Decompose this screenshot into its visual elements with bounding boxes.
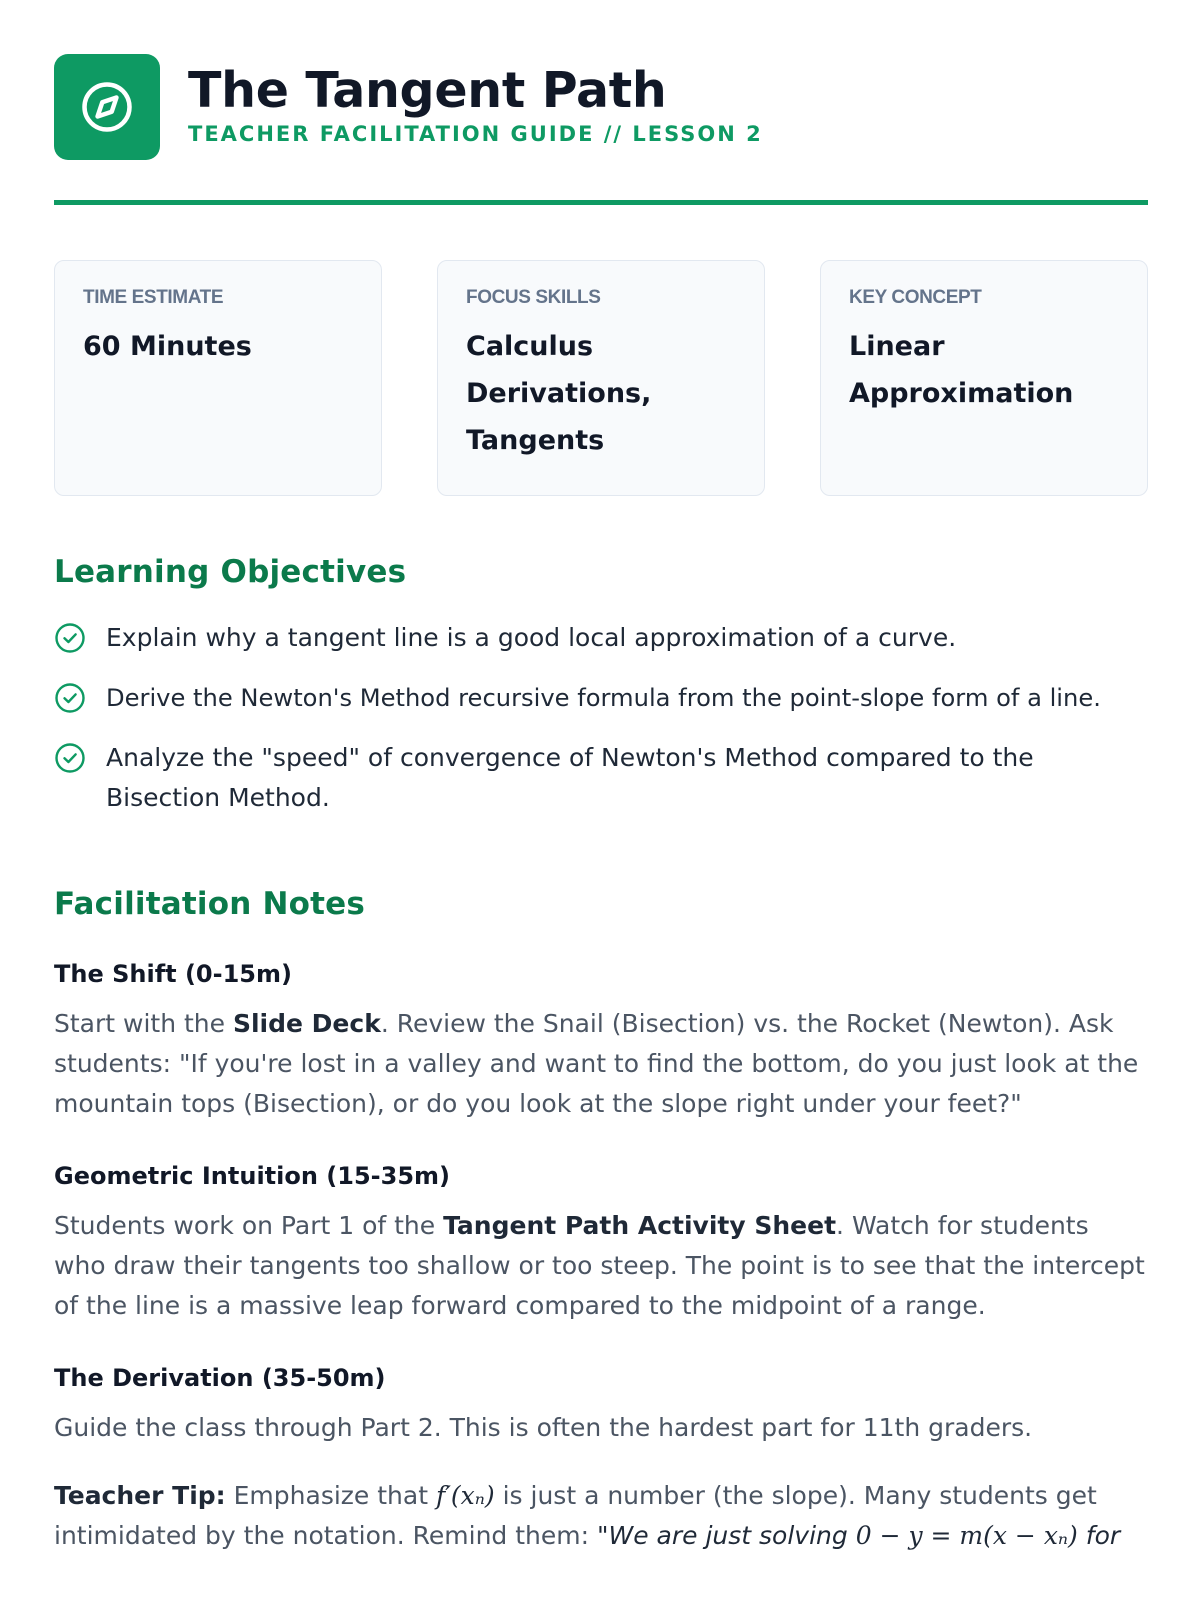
note-text: . Review the Snail (Bisection) vs. the Rocket (Newton). Ask students: "If you're lost in a valley and want to find the bottom, do you just look at the mountain tops (Bisection), or do you look at the slope right under your feet?": [54, 1009, 1139, 1118]
note-body-intuition: [54, 1206, 1148, 1326]
note-heading-shift: The Shift (0-15m): [54, 960, 292, 988]
page-header: [54, 54, 1148, 160]
math-expression: f′(xₙ): [435, 1481, 495, 1510]
list-item: [54, 678, 1148, 718]
card-label: FOCUS SKILLS: [466, 287, 601, 308]
list-item: [54, 618, 1148, 658]
check-circle-icon: [54, 682, 86, 714]
facilitation-notes-heading: Facilitation Notes: [54, 886, 366, 922]
card-value: Calculus Derivations, Tangents: [466, 331, 652, 456]
note-heading-derivation: The Derivation (35-50m): [54, 1364, 386, 1392]
page-subtitle: TEACHER FACILITATION GUIDE // LESSON 2: [188, 122, 763, 146]
logo-badge: [54, 54, 160, 160]
card-value: 60 Minutes: [83, 331, 252, 362]
key-concept-card: [820, 260, 1148, 496]
learning-objectives-heading: Learning Objectives: [54, 554, 407, 590]
tip-label: Teacher Tip:: [54, 1481, 226, 1510]
objective-text: Derive the Newton's Method recursive formula from the point-slope form of a line.: [106, 684, 1101, 712]
objectives-list: [54, 618, 1148, 818]
summary-cards: [54, 260, 1148, 496]
note-text: Students work on Part 1 of the: [54, 1211, 444, 1240]
time-estimate-card: [54, 260, 382, 496]
page-title: The Tangent Path: [188, 62, 667, 119]
objective-text: Explain why a tangent line is a good local approximation of a curve.: [106, 623, 957, 652]
note-text: is just a number (the slope). Many students get intimidated by the notation. Remind them:: [54, 1481, 1097, 1550]
card-label: KEY CONCEPT: [849, 287, 982, 308]
facilitation-guide-page: [54, 54, 1148, 1556]
note-text: . Watch for students who draw their tangents too shallow or too steep. The point is to see that the intercept of the line is a massive leap forward compared to the midpoint of a range.: [54, 1211, 1145, 1320]
check-circle-icon: [54, 742, 86, 774]
header-divider: [54, 200, 1148, 205]
objective-text: Analyze the "speed" of convergence of Newton's Method compared to the Bisection Method.: [106, 743, 1034, 812]
tip-quote: for: [1077, 1521, 1121, 1550]
compass-icon: [80, 80, 134, 134]
title-block: [188, 62, 763, 146]
list-item: [54, 738, 1148, 818]
focus-skills-card: [437, 260, 765, 496]
note-text: Emphasize that: [225, 1481, 436, 1510]
teacher-tip: [54, 1476, 1148, 1556]
check-circle-icon: [54, 622, 86, 654]
card-label: TIME ESTIMATE: [83, 287, 224, 308]
note-emphasis: Slide Deck: [232, 1009, 381, 1038]
math-expression: 0 − y = m(x − xₙ): [855, 1521, 1078, 1550]
note-body-shift: [54, 1004, 1148, 1124]
card-value: Linear Approximation: [849, 331, 1074, 409]
note-heading-intuition: Geometric Intuition (15-35m): [54, 1162, 450, 1190]
note-body-derivation: Guide the class through Part 2. This is often the hardest part for 11th graders.: [54, 1413, 1033, 1442]
note-text: Start with the: [54, 1009, 233, 1038]
note-emphasis: Tangent Path Activity Sheet: [443, 1211, 837, 1240]
tip-quote: "We are just solving: [597, 1521, 856, 1550]
